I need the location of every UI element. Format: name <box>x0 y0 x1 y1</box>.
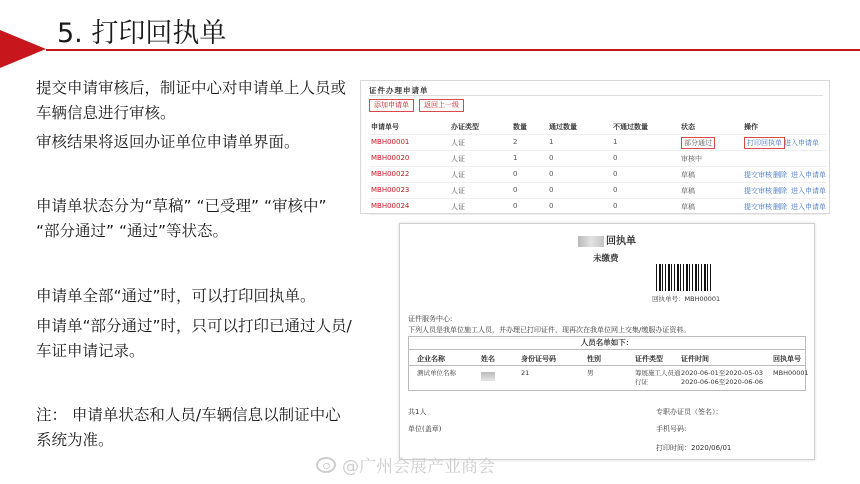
submit-review-link[interactable]: 提交审核 <box>744 187 772 195</box>
application-no-link[interactable]: MBH00001 <box>371 138 410 146</box>
cell-type: 人证 <box>451 155 465 163</box>
instruction-paragraph: 注： 申请单状态和人员/车辆信息以制证中心系统为准。 <box>36 406 341 449</box>
payment-status: 未缴费 <box>593 254 619 264</box>
table-row <box>369 151 827 167</box>
status-badge: 草稿 <box>681 187 695 195</box>
cell-qty: 0 <box>513 170 518 178</box>
table-caption: 人员名单如下： <box>409 337 805 350</box>
table-row <box>369 183 827 199</box>
receipt-number: 回执单号：MBH00001 <box>652 295 721 303</box>
submit-review-link[interactable]: 提交审核 <box>744 171 772 179</box>
total-count: 共1人 <box>408 408 427 416</box>
cell-pass: 0 <box>549 202 554 210</box>
cell-qty: 0 <box>513 202 518 210</box>
header-name: 姓名 <box>481 355 495 363</box>
table-row <box>369 199 827 215</box>
unit-seal-label: 单位(盖章) <box>408 425 442 433</box>
watermark-text: @广州会展产业商会 <box>342 457 495 477</box>
application-list-panel <box>360 80 830 214</box>
table-row <box>409 366 809 390</box>
cell-card-time: 2020-06-01至2020-05-03 <box>681 369 764 377</box>
cell-sex: 男 <box>587 369 594 377</box>
header-id: 身份证号码 <box>521 355 556 363</box>
header-fail: 不通过数量 <box>613 123 648 131</box>
receipt-title <box>578 232 636 247</box>
service-center-label: 证件服务中心: <box>408 315 453 323</box>
enter-application-link[interactable]: 进入申请单 <box>784 139 819 147</box>
title-rule <box>46 49 860 51</box>
cell-card-type: 筹展施工人员通 <box>635 369 681 377</box>
slide-title: 5. 打印回执单 <box>57 18 227 49</box>
receipt-title-text: 回执单 <box>606 236 636 247</box>
cell-qty: 0 <box>513 186 518 194</box>
status-badge: 审核中 <box>681 155 702 163</box>
blurred-logo <box>578 236 604 247</box>
status-badge: 草稿 <box>681 171 695 179</box>
phone-label: 手机号码: <box>656 425 687 433</box>
status-badge-partial: 部分通过 <box>681 137 715 149</box>
cell-qty: 1 <box>513 154 518 162</box>
status-badge: 草稿 <box>681 203 695 211</box>
cell-qty: 2 <box>513 138 518 146</box>
application-no-link[interactable]: MBH00020 <box>371 154 410 162</box>
header-ops: 操作 <box>744 123 758 131</box>
enter-application-link[interactable]: 进入申请单 <box>791 171 826 179</box>
header-company: 企业名称 <box>417 355 445 363</box>
header-sex: 性别 <box>587 355 601 363</box>
personnel-table <box>408 336 809 391</box>
table-row <box>369 135 827 151</box>
panel-title: 证件办理申请单 <box>369 86 429 95</box>
cell-receipt-no: MBH00001 <box>773 369 809 377</box>
cell-type: 人证 <box>451 187 465 195</box>
cell-pass: 0 <box>549 154 554 162</box>
cell-pass: 0 <box>549 186 554 194</box>
header-status: 状态 <box>681 123 695 131</box>
cell-type: 人证 <box>451 203 465 211</box>
cell-card-time-cont: 2020-06-06至2020-06-06 <box>681 378 764 386</box>
table-row <box>369 167 827 183</box>
cell-pass: 0 <box>549 170 554 178</box>
table-header <box>369 119 827 135</box>
cell-fail: 0 <box>613 170 618 178</box>
application-table <box>369 119 827 215</box>
enter-application-link[interactable]: 进入申请单 <box>791 187 826 195</box>
divider <box>369 95 823 96</box>
cell-type: 人证 <box>451 171 465 179</box>
header-no: 申请单号 <box>371 123 399 131</box>
header-card-time: 证件时间 <box>681 355 709 363</box>
instruction-paragraph: 提交申请审核后，制证中心对申请单上人员或车辆信息进行审核。 <box>36 79 347 122</box>
delete-link[interactable]: 删除 <box>773 171 787 179</box>
cell-company: 测试单位名称 <box>417 369 456 377</box>
instruction-paragraph: 申请单全部“通过”时，可以打印回执单。 <box>36 287 316 305</box>
cell-card-type-cont: 行证 <box>635 378 648 386</box>
cell-pass: 1 <box>549 138 554 146</box>
delete-link[interactable]: 删除 <box>773 187 787 195</box>
submit-review-link[interactable]: 提交审核 <box>744 203 772 211</box>
print-time: 打印时间：2020/06/01 <box>656 444 732 452</box>
receipt-description: 下列人员是我单位施工人员，并办理已打印证件，现再次在我单位网上交集/缴服办证资料。 <box>408 326 691 334</box>
header-card-type: 证件类型 <box>635 355 663 363</box>
barcode-icon <box>656 264 712 291</box>
table-header <box>409 350 805 366</box>
instruction-paragraph: 审核结果将返回办证单位申请单界面。 <box>36 133 300 151</box>
application-no-link[interactable]: MBH00022 <box>371 170 410 178</box>
header-type: 办证类型 <box>451 123 479 131</box>
enter-application-link[interactable]: 进入申请单 <box>791 203 826 211</box>
application-no-link[interactable]: MBH00023 <box>371 186 410 194</box>
print-receipt-link[interactable]: 打印回执单 <box>744 137 785 149</box>
header-qty: 数量 <box>513 123 527 131</box>
watermark <box>316 452 495 477</box>
header-receipt-no: 回执单号 <box>773 355 801 363</box>
cell-fail: 1 <box>613 138 618 146</box>
signer-label: 专职办证员（签名）： <box>656 408 723 416</box>
application-no-link[interactable]: MBH00024 <box>371 202 410 210</box>
instruction-paragraph: 申请单“部分通过”时，只可以打印已通过人员/车证申请记录。 <box>36 317 352 360</box>
cell-fail: 0 <box>613 186 618 194</box>
cell-type: 人证 <box>451 139 465 147</box>
weibo-icon <box>316 457 336 473</box>
add-application-button[interactable]: 添加申请单 <box>369 99 414 112</box>
header-pass: 通过数量 <box>549 123 577 131</box>
receipt-preview <box>399 223 815 460</box>
cell-fail: 0 <box>613 202 618 210</box>
cell-fail: 0 <box>613 154 618 162</box>
back-button[interactable]: 返回上一级 <box>419 99 464 112</box>
title-accent-triangle <box>0 30 46 68</box>
delete-link[interactable]: 删除 <box>773 203 787 211</box>
cell-id: 21 <box>521 369 530 377</box>
instruction-paragraph: 申请单状态分为“草稿” “已受理” “审核中” “部分通过” “通过”等状态。 <box>36 197 327 240</box>
